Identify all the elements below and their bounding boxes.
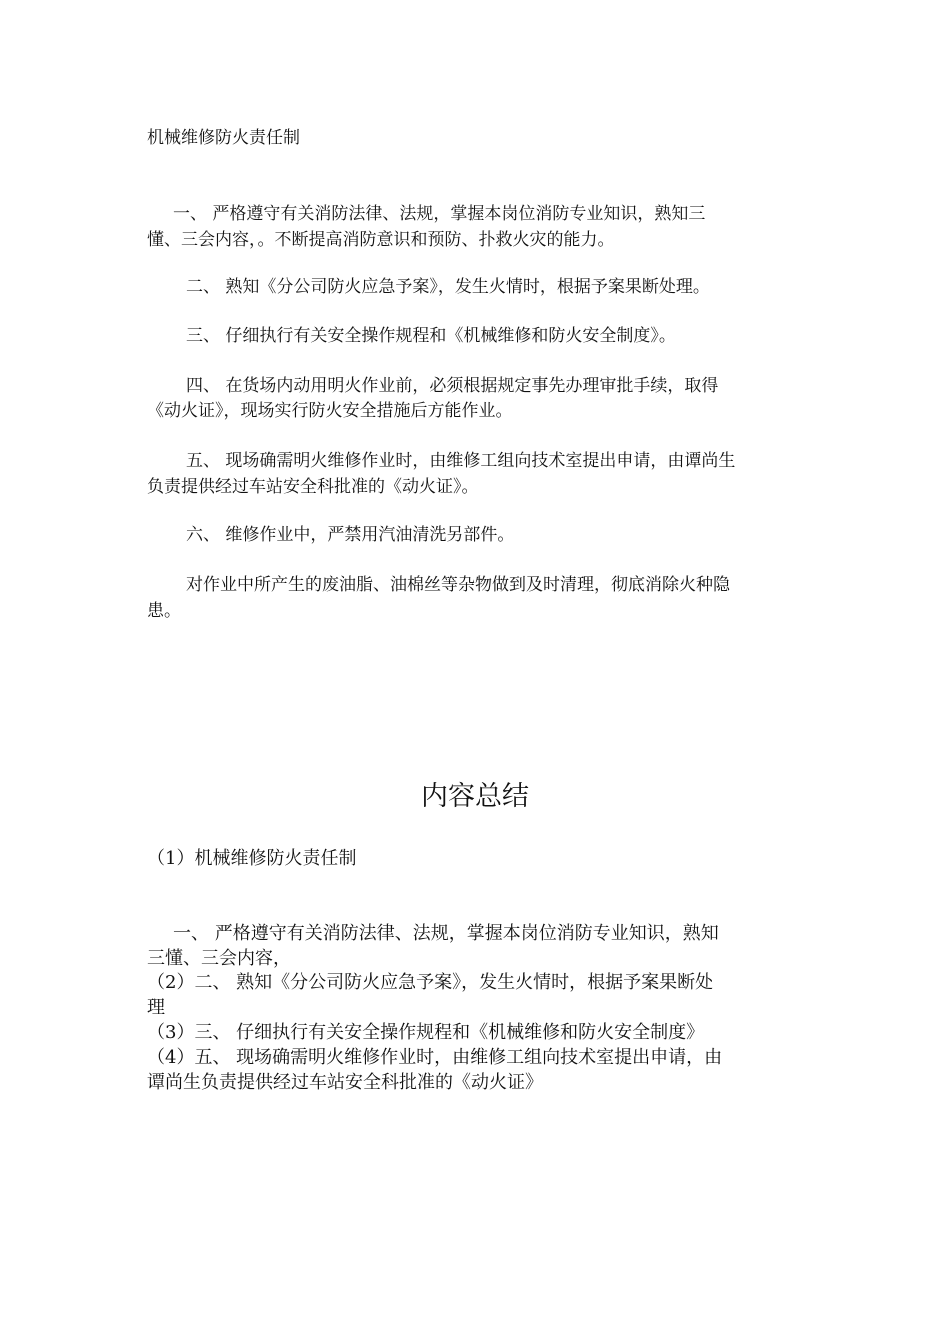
document-title: 机械维修防火责任制	[147, 128, 300, 148]
summary-line-4: （2）二、 熟知《分公司防火应急予案》，发生火情时，根据予案果断处	[147, 972, 714, 993]
rule-item-4-line-2: 《动火证》，现场实行防火安全措施后方能作业。	[147, 401, 513, 421]
rule-item-2-line-1: 二、 熟知《分公司防火应急予案》，发生火情时，根据予案果断处理。	[186, 277, 710, 297]
rule-item-5-line-2: 负责提供经过车站安全科批准的《动火证》。	[147, 477, 479, 497]
summary-line-6: （3）三、 仔细执行有关安全操作规程和《机械维修和防火安全制度》	[147, 1022, 705, 1043]
rule-item-1-line-1: 一、 严格遵守有关消防法律、法规，掌握本岗位消防专业知识，熟知三	[173, 204, 706, 224]
rule-item-4-line-1: 四、 在货场内动用明火作业前，必须根据规定事先办理审批手续，取得	[186, 376, 719, 396]
summary-line-8: 谭尚生负责提供经过车站安全科批准的《动火证》	[147, 1072, 543, 1093]
rule-item-7-line-2: 患。	[147, 601, 181, 621]
summary-line-5: 理	[147, 997, 165, 1018]
rule-item-1-line-2: 懂、三会内容，。不断提高消防意识和预防、扑救火灾的能力。	[147, 230, 615, 250]
summary-heading: 内容总结	[421, 781, 529, 812]
summary-line-2: 一、 严格遵守有关消防法律、法规，掌握本岗位消防专业知识，熟知	[173, 923, 719, 944]
rule-item-7-line-1: 对作业中所产生的废油脂、油棉丝等杂物做到及时清理，彻底消除火种隐	[186, 575, 730, 595]
summary-line-3: 三懂、三会内容，	[147, 948, 291, 969]
rule-item-6-line-1: 六、 维修作业中，严禁用汽油清洗另部件。	[186, 525, 515, 545]
rule-item-5-line-1: 五、 现场确需明火维修作业时，由维修工组向技术室提出申请，由谭尚生	[186, 451, 736, 471]
summary-line-1: （1）机械维修防火责任制	[147, 848, 357, 869]
summary-line-7: （4）五、 现场确需明火维修作业时，由维修工组向技术室提出申请，由	[147, 1047, 723, 1068]
rule-item-3-line-1: 三、 仔细执行有关安全操作规程和《机械维修和防火安全制度》。	[186, 326, 676, 346]
